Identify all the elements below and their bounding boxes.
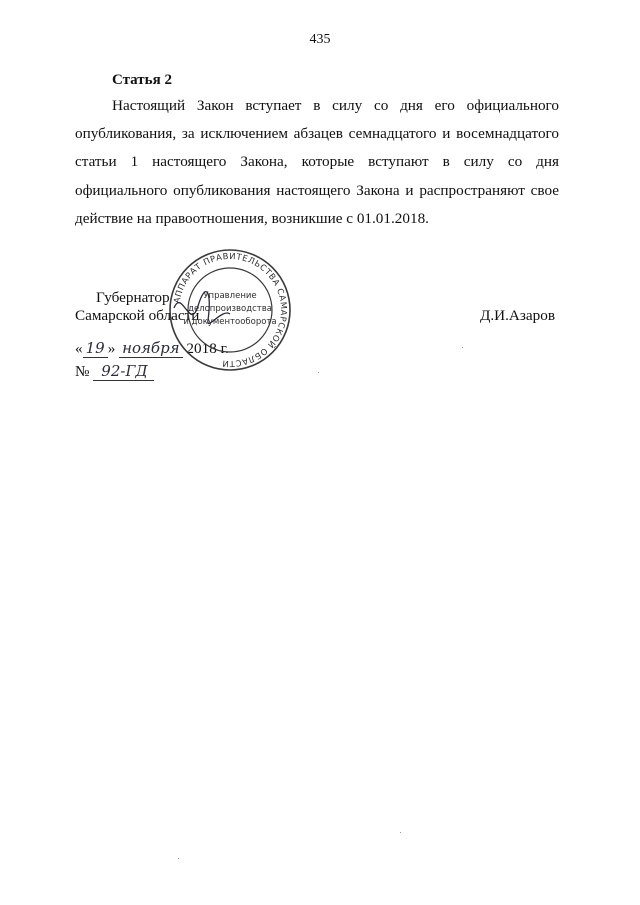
article-body: Настоящий Закон вступает в силу со дня его официального опубликования, за исключением абзацев семнадцатого и восемнадцатого статьи 1 настоящего Закона, которые вступают в силу со дня официального опубликования настоящего Закона и распространяют свое действие на правоотношения, возникшие с 01.01.2018. — [75, 97, 559, 227]
date-month-handwritten: ноября — [119, 339, 183, 358]
scan-speck — [178, 858, 179, 859]
governor-position-line2: Самарской области — [75, 307, 200, 324]
governor-name: Д.И.Азаров — [480, 307, 555, 324]
scan-speck — [400, 832, 401, 833]
number-value-handwritten: 92-ГД — [93, 362, 153, 381]
date-close-quote: » — [107, 340, 116, 357]
date-open-quote: « — [75, 340, 83, 357]
governor-position-line1: Губернатор — [96, 289, 170, 306]
date-day-handwritten: 19 — [83, 339, 108, 358]
stamp-center-line3: и документооборота — [183, 317, 277, 327]
stamp-center-line2: делопроизводства — [188, 304, 272, 314]
date-year: 2018 г. — [186, 340, 229, 357]
scan-speck — [462, 347, 463, 348]
article-title: Статья 2 — [112, 72, 172, 88]
stamp-ring-textpath: АППАРАТ ПРАВИТЕЛЬСТВА САМАРСКОЙ ОБЛАСТИ — [171, 250, 290, 370]
law-number — [75, 362, 154, 381]
scan-speck — [318, 372, 319, 373]
signature-block — [0, 285, 640, 395]
number-sign: № — [75, 363, 90, 380]
stamp-center-line1: Управление — [203, 291, 257, 301]
official-stamp — [168, 248, 292, 372]
page-number: 435 — [309, 32, 331, 47]
